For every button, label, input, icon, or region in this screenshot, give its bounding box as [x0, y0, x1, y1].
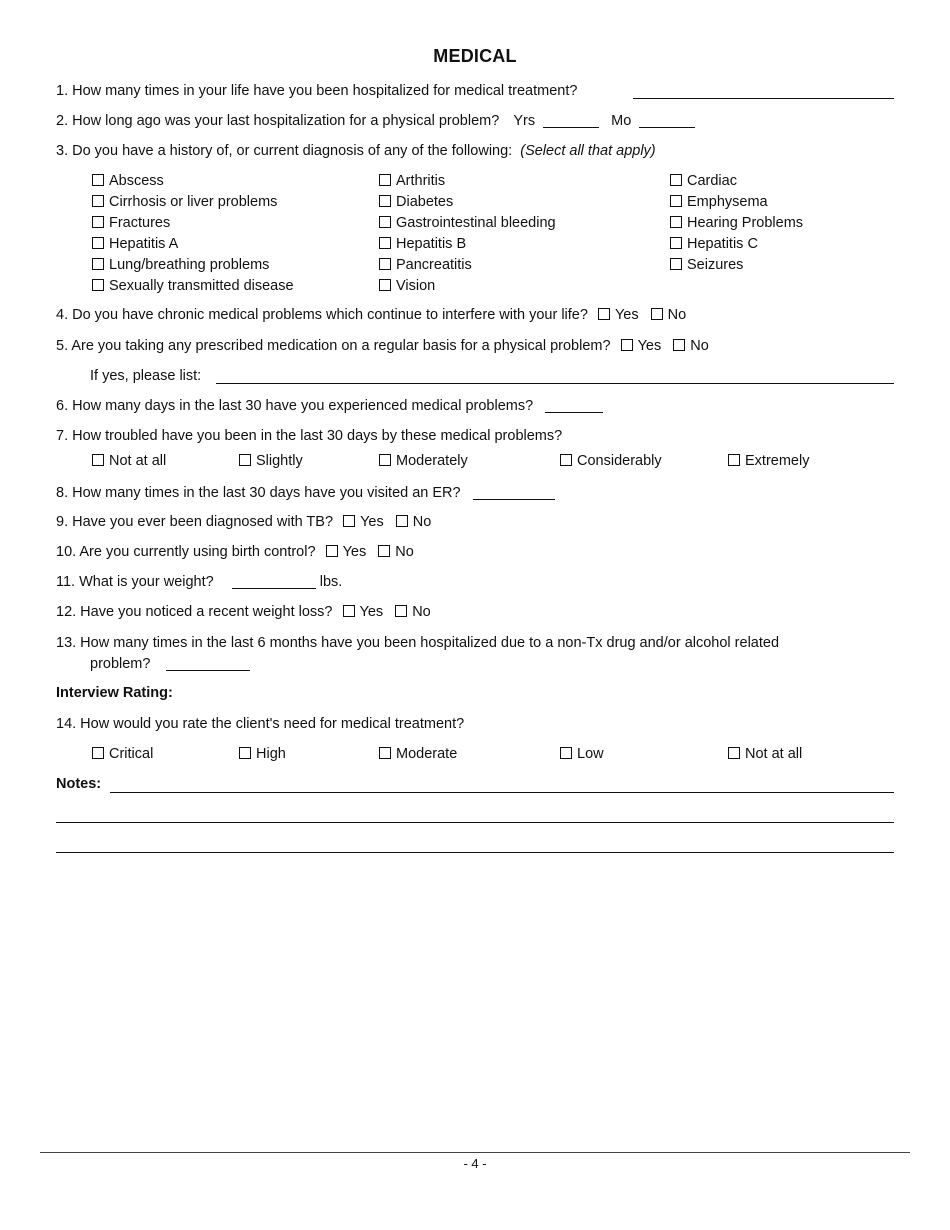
- condition-label: Hearing Problems: [687, 215, 804, 231]
- condition-checkbox[interactable]: [670, 256, 743, 274]
- condition-checkbox[interactable]: [379, 256, 472, 274]
- question-7: [56, 427, 562, 445]
- condition-checkbox[interactable]: [379, 193, 453, 211]
- condition-label: Arthritis: [396, 173, 446, 189]
- rating-option[interactable]: Extremely: [728, 452, 809, 470]
- question-6-text: 6. How many days in the last 30 have you experienced medical problems?: [56, 398, 534, 414]
- condition-checkbox[interactable]: [92, 172, 164, 190]
- checkbox-icon[interactable]: [92, 279, 104, 291]
- no-checkbox[interactable]: No: [378, 544, 414, 560]
- condition-checkbox[interactable]: [92, 193, 277, 211]
- condition-checkbox[interactable]: [379, 235, 466, 253]
- condition-checkbox[interactable]: [670, 172, 737, 190]
- condition-label: Emphysema: [687, 194, 768, 210]
- yes-checkbox[interactable]: Yes: [598, 307, 639, 323]
- rating-option[interactable]: Not at all: [92, 452, 166, 470]
- condition-checkbox[interactable]: [670, 235, 758, 253]
- question-13-text-continued: problem?: [90, 656, 151, 672]
- question-5: [56, 337, 709, 355]
- question-8-text: 8. How many times in the last 30 days have you visited an ER?: [56, 485, 461, 501]
- er-visits-field[interactable]: [473, 485, 555, 500]
- checkbox-icon[interactable]: [379, 216, 391, 228]
- question-7-text: 7. How troubled have you been in the last 30 days by these medical problems?: [56, 428, 563, 444]
- yes-checkbox[interactable]: Yes: [343, 514, 384, 530]
- condition-checkbox[interactable]: [92, 214, 170, 232]
- question-1-answer-field[interactable]: [633, 98, 894, 99]
- condition-label: Hepatitis A: [109, 236, 179, 252]
- medication-list-label: If yes, please list:: [90, 368, 202, 384]
- interview-rating-heading: Interview Rating:: [56, 685, 173, 701]
- condition-checkbox[interactable]: [379, 214, 556, 232]
- notes-line[interactable]: [56, 852, 894, 853]
- question-3-text: 3. Do you have a history of, or current diagnosis of any of the following:: [56, 143, 513, 159]
- question-11: [56, 573, 342, 591]
- checkbox-icon[interactable]: [326, 545, 338, 557]
- notes-line[interactable]: [110, 792, 894, 793]
- rating-option[interactable]: Slightly: [239, 452, 303, 470]
- medication-list-field[interactable]: [216, 383, 894, 384]
- checkbox-icon[interactable]: [379, 237, 391, 249]
- checkbox-icon[interactable]: [560, 747, 572, 759]
- checkbox-icon[interactable]: [379, 454, 391, 466]
- checkbox-icon[interactable]: [92, 258, 104, 270]
- need-option[interactable]: Moderate: [379, 745, 457, 763]
- checkbox-icon[interactable]: [670, 216, 682, 228]
- question-12-text: 12. Have you noticed a recent weight loss?: [56, 604, 333, 620]
- checkbox-icon[interactable]: [92, 747, 104, 759]
- condition-label: Pancreatitis: [396, 257, 472, 273]
- question-4-text: 4. Do you have chronic medical problems which continue to interfere with your life?: [56, 307, 588, 323]
- months-field[interactable]: [639, 113, 695, 128]
- question-9-text: 9. Have you ever been diagnosed with TB?: [56, 514, 334, 530]
- checkbox-icon[interactable]: [92, 195, 104, 207]
- checkbox-icon[interactable]: [378, 545, 390, 557]
- checkbox-icon[interactable]: [343, 605, 355, 617]
- question-13-continued: [90, 655, 254, 673]
- checkbox-icon[interactable]: [379, 747, 391, 759]
- question-10: [56, 543, 414, 561]
- page-number: - 4 -: [463, 1156, 487, 1171]
- checkbox-icon[interactable]: [379, 195, 391, 207]
- notes-line[interactable]: [56, 822, 894, 823]
- condition-label: Vision: [396, 278, 436, 294]
- hospitalizations-field[interactable]: [166, 656, 250, 671]
- notes-label: Notes:: [56, 776, 102, 792]
- question-4: [56, 306, 686, 324]
- condition-label: Diabetes: [396, 194, 454, 210]
- condition-checkbox[interactable]: [92, 256, 269, 274]
- condition-label: Lung/breathing problems: [109, 257, 270, 273]
- no-checkbox[interactable]: No: [395, 604, 431, 620]
- yes-checkbox[interactable]: Yes: [343, 604, 384, 620]
- checkbox-icon[interactable]: [343, 515, 355, 527]
- question-1-text: 1. How many times in your life have you been hospitalized for medical treatment?: [56, 83, 578, 99]
- condition-label: Sexually transmitted disease: [109, 278, 294, 294]
- yes-checkbox[interactable]: Yes: [326, 544, 367, 560]
- checkbox-icon[interactable]: [92, 237, 104, 249]
- need-option[interactable]: High: [239, 745, 286, 763]
- checkbox-icon[interactable]: [651, 308, 663, 320]
- weight-unit: lbs.: [319, 574, 343, 590]
- years-field[interactable]: [543, 113, 599, 128]
- checkbox-icon[interactable]: [728, 747, 740, 759]
- condition-checkbox[interactable]: [670, 193, 768, 211]
- question-8: [56, 484, 559, 502]
- condition-label: Cirrhosis or liver problems: [109, 194, 278, 210]
- question-1: [56, 82, 577, 100]
- no-checkbox[interactable]: No: [673, 338, 709, 354]
- months-label: Mo: [611, 113, 632, 129]
- question-5-text: 5. Are you taking any prescribed medication on a regular basis for a physical problem?: [56, 338, 611, 354]
- rating-option[interactable]: Considerably: [560, 452, 662, 470]
- weight-field[interactable]: [232, 574, 316, 589]
- checkbox-icon[interactable]: [239, 747, 251, 759]
- checkbox-icon[interactable]: [379, 174, 391, 186]
- checkbox-icon[interactable]: [379, 279, 391, 291]
- checkbox-icon[interactable]: [670, 258, 682, 270]
- condition-label: Seizures: [687, 257, 744, 273]
- checkbox-icon[interactable]: [239, 454, 251, 466]
- question-14-text: 14. How would you rate the client's need for medical treatment?: [56, 716, 465, 732]
- years-label: Yrs: [513, 113, 536, 129]
- question-3-instruction: (Select all that apply): [520, 143, 656, 159]
- question-10-text: 10. Are you currently using birth control?: [56, 544, 316, 560]
- checkbox-icon[interactable]: [92, 454, 104, 466]
- condition-label: Abscess: [109, 173, 164, 189]
- condition-label: Hepatitis C: [687, 236, 758, 252]
- condition-checkbox[interactable]: [379, 172, 445, 190]
- need-option[interactable]: Critical: [92, 745, 153, 763]
- condition-label: Fractures: [109, 215, 171, 231]
- yes-checkbox[interactable]: Yes: [621, 338, 662, 354]
- checkbox-icon[interactable]: [670, 174, 682, 186]
- checkbox-icon[interactable]: [728, 454, 740, 466]
- condition-label: Gastrointestinal bleeding: [396, 215, 556, 231]
- condition-label: Hepatitis B: [396, 236, 467, 252]
- question-6: [56, 397, 607, 415]
- checkbox-icon[interactable]: [670, 195, 682, 207]
- checkbox-icon[interactable]: [92, 216, 104, 228]
- condition-label: Cardiac: [687, 173, 737, 189]
- question-13-text: 13. How many times in the last 6 months have you been hospitalized due to a non-Tx drug and/or alcohol related: [56, 635, 780, 651]
- checkbox-icon[interactable]: [621, 339, 633, 351]
- question-12: [56, 603, 431, 621]
- condition-checkbox[interactable]: [670, 214, 803, 232]
- question-13: [56, 634, 779, 652]
- no-checkbox[interactable]: No: [396, 514, 432, 530]
- need-option[interactable]: Low: [560, 745, 604, 763]
- question-9: [56, 513, 431, 531]
- checkbox-icon[interactable]: [598, 308, 610, 320]
- section-title: MEDICAL: [433, 46, 517, 66]
- rating-option[interactable]: Moderately: [379, 452, 468, 470]
- no-checkbox[interactable]: No: [651, 307, 687, 323]
- checkbox-icon[interactable]: [560, 454, 572, 466]
- checkbox-icon[interactable]: [670, 237, 682, 249]
- question-11-text: 11. What is your weight?: [56, 574, 214, 590]
- condition-checkbox[interactable]: [379, 277, 435, 295]
- need-option[interactable]: Not at all: [728, 745, 802, 763]
- checkbox-icon[interactable]: [396, 515, 408, 527]
- days-field[interactable]: [545, 398, 603, 413]
- question-2: [56, 112, 699, 130]
- footer-divider: [40, 1152, 910, 1153]
- question-3: [56, 142, 656, 160]
- condition-checkbox[interactable]: [92, 277, 294, 295]
- question-14: [56, 715, 464, 733]
- condition-checkbox[interactable]: [92, 235, 178, 253]
- checkbox-icon[interactable]: [379, 258, 391, 270]
- checkbox-icon[interactable]: [673, 339, 685, 351]
- checkbox-icon[interactable]: [92, 174, 104, 186]
- checkbox-icon[interactable]: [395, 605, 407, 617]
- question-2-text: 2. How long ago was your last hospitalization for a physical problem?: [56, 113, 500, 129]
